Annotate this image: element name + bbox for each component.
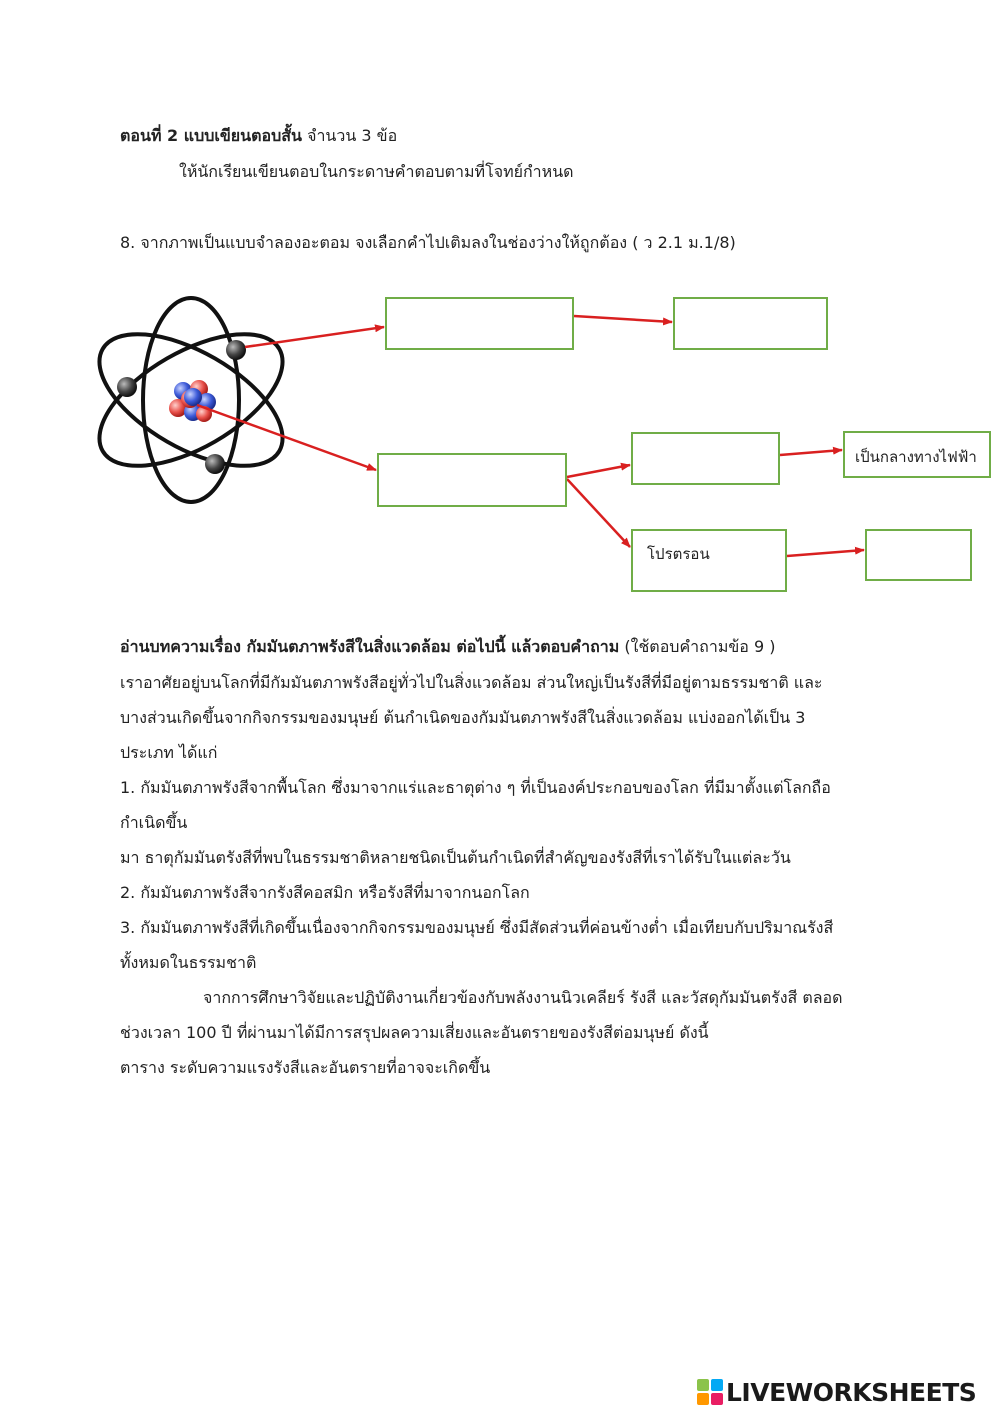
- part2-heading-count: จำนวน 3 ข้อ: [307, 126, 398, 145]
- reading-line: กำเนิดขึ้น: [120, 813, 188, 832]
- reading-line: มา ธาตุกัมมันตรังสีที่พบในธรรมชาติหลายชนิดเป็นต้นกำเนิดที่สำคัญของรังสีที่เราได้รับในแต่ละวัน: [120, 848, 791, 867]
- electron-answer-box[interactable]: [385, 297, 574, 350]
- electron: [226, 340, 246, 360]
- reading-line: 3. กัมมันตภาพรังสีที่เกิดขึ้นเนื่องจากกิจกรรมของมนุษย์ ซึ่งมีสัดส่วนที่ค่อนข้างต่ำ เมื่อเทียบกับปริมาณรังสี: [120, 918, 834, 937]
- nucleus: [169, 380, 216, 422]
- reading-line: เราอาศัยอยู่บนโลกที่มีกัมมันตภาพรังสีอยู่ทั่วไปในสิ่งแวดล้อม ส่วนใหญ่เป็นรังสีที่มีอยู่ตามธรรมชาติ และ: [120, 673, 823, 692]
- arrow-proton: [567, 479, 630, 547]
- reading-line: บางส่วนเกิดขึ้นจากกิจกรรมของมนุษย์ ต้นกำเนิดของกัมมันตภาพรังสีในสิ่งแวดล้อม แบ่งออกได้เป็น 3: [120, 708, 806, 727]
- neutron-charge-answer-box[interactable]: [843, 431, 991, 478]
- neutron-charge-answer-value: เป็นกลางทางไฟฟ้า: [855, 448, 977, 466]
- reading-line: ทั้งหมดในธรรมชาติ: [120, 953, 257, 972]
- reading-title-bold: อ่านบทความเรื่อง กัมมันตภาพรังสีในสิ่งแวดล้อม ต่อไปนี้ แล้วตอบคำถาม: [120, 637, 620, 656]
- electron: [117, 377, 137, 397]
- proton-answer-value: โปรตรอน: [647, 545, 710, 563]
- nucleus-answer-box[interactable]: [377, 453, 567, 507]
- proton-answer-box[interactable]: [631, 529, 787, 592]
- electron-charge-answer-box[interactable]: [673, 297, 828, 350]
- arrow-neutron-charge: [780, 450, 842, 455]
- part2-heading-bold: ตอนที่ 2 แบบเขียนตอบสั้น: [120, 126, 302, 145]
- reading-line: 1. กัมมันตภาพรังสีจากพื้นโลก ซึ่งมาจากแร่และธาตุต่าง ๆ ที่เป็นองค์ประกอบของโลก ที่มีมาตั้งแต่โลกถือ: [120, 778, 831, 797]
- electron: [205, 454, 225, 474]
- neutron-answer-box[interactable]: [631, 432, 780, 485]
- proton-charge-answer-box[interactable]: [865, 529, 972, 581]
- reading-line: ประเภท ได้แก่: [120, 743, 218, 762]
- arrow-neutron: [567, 465, 630, 477]
- reading-title: [120, 637, 776, 657]
- question8-text: 8. จากภาพเป็นแบบจำลองอะตอม จงเลือกคำไปเติมลงในช่องว่างให้ถูกต้อง ( ว 2.1 ม.1/8): [120, 233, 736, 252]
- arrow-proton-charge: [787, 550, 864, 556]
- part2-instruction: ให้นักเรียนเขียนตอบในกระดาษคำตอบตามที่โจทย์กำหนด: [179, 162, 574, 181]
- reading-line: ตาราง ระดับความแรงรังสีและอันตรายที่อาจจะเกิดขึ้น: [120, 1058, 491, 1077]
- reading-line: จากการศึกษาวิจัยและปฏิบัติงานเกี่ยวข้องกับพลังงานนิวเคลียร์ รังสี และวัสดุกัมมันตรังสี ตลอด: [203, 988, 843, 1007]
- reading-line: ช่วงเวลา 100 ปี ที่ผ่านมาได้มีการสรุปผลความเสี่ยงและอันตรายของรังสีต่อมนุษย์ ดังนี้: [120, 1023, 709, 1042]
- arrow-electron-charge: [574, 316, 672, 322]
- reading-title-note: (ใช้ตอบคำถามข้อ 9 ): [624, 637, 776, 656]
- liveworksheets-wordmark: LIVEWORKSHEETS: [726, 1378, 977, 1407]
- liveworksheets-logo-icon: [696, 1378, 724, 1408]
- reading-line: 2. กัมมันตภาพรังสีจากรังสีคอสมิก หรือรังสีที่มาจากนอกโลก: [120, 883, 530, 902]
